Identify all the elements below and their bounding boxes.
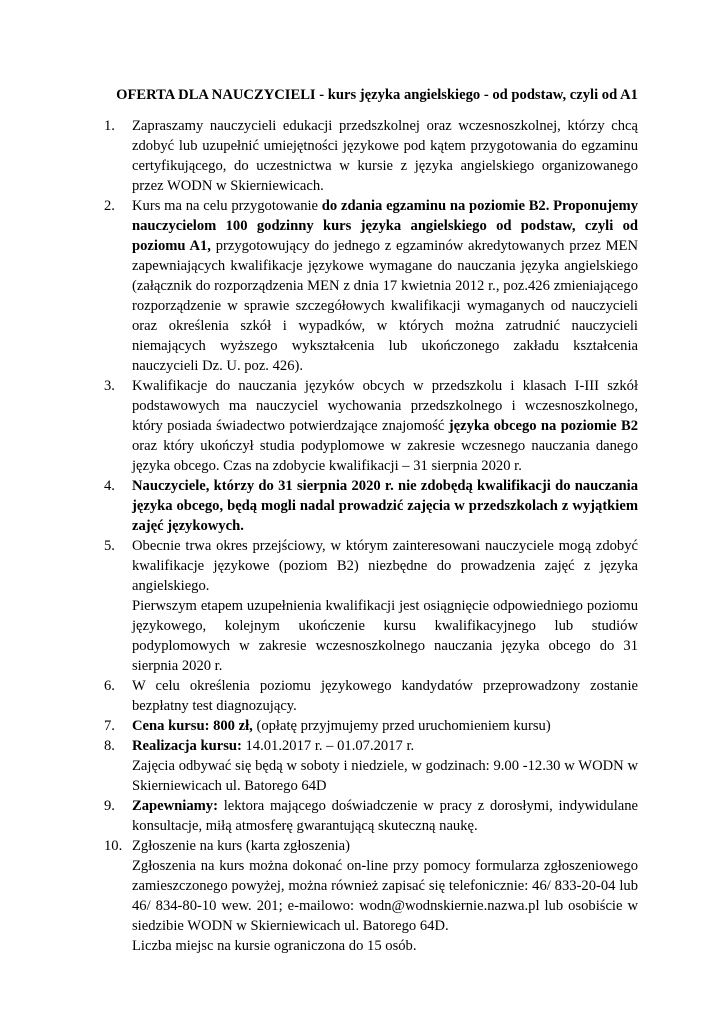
item-number: 7. (104, 718, 115, 734)
item-number: 8. (104, 738, 115, 754)
item-number: 9. (104, 798, 115, 814)
item-text: Kwalifikacje do nauczania języków obcych w przedszkolu i klasach I-III szkół podstawowych ma nauczyciel wychowania przedszkolnego i wczesnoszkolnego, który posiada świadectwo potwierdzające znajomość języka obcego na poziomie B2 oraz który ukończył studia podyplomowe w zakresie wczesnego nauczania danego języka obcego. Czas na zdobycie kwalifikacji – 31 sierpnia 2020 r. (132, 378, 638, 474)
list-item (104, 716, 638, 736)
item-text: Kurs ma na celu przygotowanie do zdania egzaminu na poziomie B2. Proponujemy nauczycielom 100 godzinny kurs języka angielskiego od podstaw, czyli od poziomu A1, przygotowujący do jednego z egzaminów akredytowanych przez MEN zapewniających kwalifikacje językowe wymagane do nauczania języka angielskiego (załącznik do rozporządzenia MEN z dnia 17 kwietnia 2012 r., poz.426 zmieniającego rozporządzenie w sprawie szczegółowych kwalifikacji wymaganych od nauczycieli oraz określenia szkół i wypadków, w których można zatrudnić nauczycieli niemających wyższego wykształcenia lub ukończonego zakładu kształcenia nauczycieli Dz. U. poz. 426). (132, 198, 639, 374)
item-text: Liczba miejsc na kursie ograniczona do 15 osób. (132, 938, 417, 954)
item-text: Zgłoszenia na kurs można dokonać on-line przy pomocy formularza zgłoszeniowego zamieszczonego powyżej, można również zapisać się telefonicznie: 46/ 833-20-04 lub 46/ 834-80-10 wew. 201; e-mailowo: wodn@wodnskiernie.nazwa.pl lub osobiście w siedzibie WODN w Skierniewicach ul. Batorego 64D. (132, 858, 638, 934)
list-item (104, 476, 638, 536)
item-text: Realizacja kursu: 14.01.2017 r. – 01.07.2017 r. (132, 738, 415, 754)
item-text: W celu określenia poziomu językowego kandydatów przeprowadzony zostanie bezpłatny test diagnozujący. (132, 678, 638, 714)
offer-list (104, 116, 639, 956)
item-number: 6. (104, 678, 115, 694)
item-number: 4. (104, 478, 115, 494)
list-item (104, 736, 638, 796)
item-text: Pierwszym etapem uzupełnienia kwalifikacji jest osiągnięcie odpowiedniego poziomu językowego, kolejnym ukończenie kursu kwalifikacyjnego lub studiów podyplomowych w zakresie wczesnoszkolnego nauczania języka obcego do 31 sierpnia 2020 r. (132, 598, 638, 674)
item-text: Obecnie trwa okres przejściowy, w którym zainteresowani nauczyciele mogą zdobyć kwalifikacje językowe (poziom B2) niezbędne do prowadzenia zajęć z języka angielskiego. (132, 538, 638, 594)
item-text: Zajęcia odbywać się będą w soboty i niedziele, w godzinach: 9.00 -12.30 w WODN w Skierniewicach ul. Batorego 64D (132, 758, 638, 794)
item-number: 2. (104, 198, 115, 214)
item-text: Zapraszamy nauczycieli edukacji przedszkolnej oraz wczesnoszkolnej, którzy chcą zdobyć lub uzupełnić umiejętności językowe pod kątem przygotowania do egzaminu certyfikującego, do uczestnictwa w kursie z języka angielskiego organizowanego przez WODN w Skierniewicach. (132, 118, 638, 194)
list-item (104, 536, 638, 676)
item-text: Cena kursu: 800 zł, (opłatę przyjmujemy przed uruchomieniem kursu) (132, 718, 551, 734)
document-title: OFERTA DLA NAUCZYCIELI - kurs języka angielskiego - od podstaw, czyli od A1 (116, 87, 638, 103)
list-item (104, 836, 638, 956)
item-number: 3. (104, 378, 115, 394)
list-item (104, 376, 638, 476)
list-item (104, 796, 638, 836)
item-number: 10. (104, 838, 123, 854)
item-text: Nauczyciele, którzy do 31 sierpnia 2020 r. nie zdobędą kwalifikacji do nauczania języka obcego, będą mogli nadal prowadzić zajęcia w przedszkolach z wyjątkiem zajęć językowych. (132, 478, 638, 534)
item-number: 1. (104, 118, 115, 134)
item-text: Zgłoszenie na kurs (karta zgłoszenia) (132, 838, 351, 854)
item-text: Zapewniamy: lektora mającego doświadczenie w pracy z dorosłymi, indywidulane konsultacje, miłą atmosferę gwarantującą skuteczną naukę. (132, 798, 638, 834)
item-number: 5. (104, 538, 115, 554)
list-item (104, 116, 638, 196)
list-item (104, 196, 639, 376)
list-item (104, 676, 638, 716)
